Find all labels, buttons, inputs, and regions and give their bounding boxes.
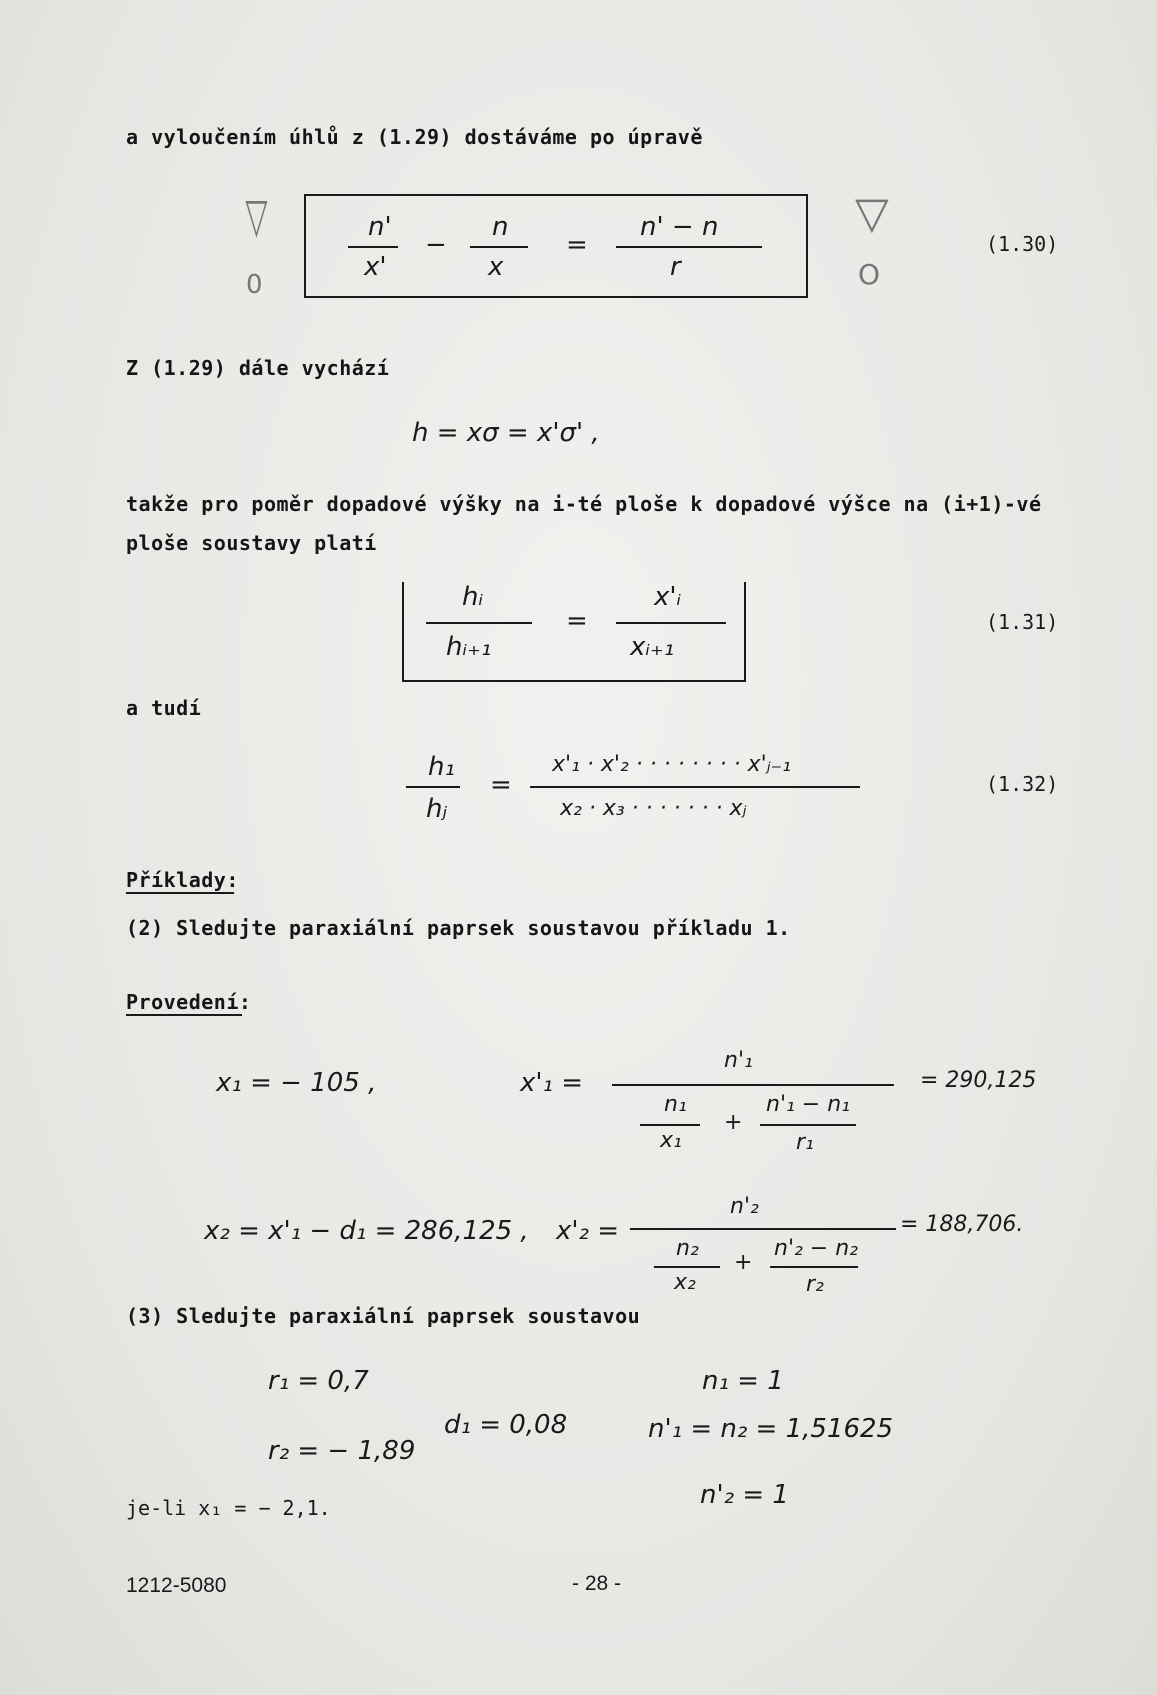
eq131-lhs-bar	[426, 622, 532, 624]
calc1-den-left-den: x₁	[660, 1128, 682, 1153]
example-2-text: (2) Sledujte paraxiální paprsek soustavou příkladu 1.	[126, 916, 791, 940]
eq130-lhs1-den: x'	[364, 252, 387, 282]
priklady-underline	[126, 892, 234, 894]
pencil-circle-right: O	[858, 258, 881, 291]
eq132-rhs-bar	[530, 786, 860, 788]
eq130-lhs2-den: x	[488, 252, 504, 282]
ratio-text-line1: takže pro poměr dopadové výšky na i-té ploše k dopadové výšce na (i+1)-vé	[126, 492, 1042, 516]
eq130-minus: −	[425, 230, 447, 260]
provedeni-heading: Provedení:	[126, 990, 252, 1014]
param-n1: n₁ = 1	[702, 1366, 784, 1396]
equation-h: h = xσ = x'σ' ,	[412, 418, 600, 448]
eq132-equals: =	[490, 770, 512, 800]
calc2-den-right-num: n'₂ − n₂	[774, 1236, 858, 1261]
eq131-label: (1.31)	[986, 610, 1059, 634]
eq132-lhs-den: hⱼ	[426, 794, 448, 824]
eq132-lhs-bar	[406, 786, 460, 788]
eq131-rhs-den: xᵢ₊₁	[630, 632, 675, 662]
param-n2p: n'₂ = 1	[700, 1480, 789, 1510]
eq132-lhs-num: h₁	[428, 752, 455, 782]
eq130-rhs-num: n' − n	[640, 212, 719, 242]
calc2-num: n'₂	[730, 1194, 759, 1219]
eq132-rhs-den: x₂ · x₃ · · · · · · · xⱼ	[560, 796, 747, 821]
eq130-lhs1-num: n'	[368, 212, 392, 242]
calc1-plus: +	[724, 1110, 743, 1135]
jeli-text: je-li x₁ = − 2,1.	[126, 1496, 331, 1520]
calc1-result: = 290,125	[920, 1068, 1037, 1093]
eq131-rhs-num: x'ᵢ	[654, 582, 682, 612]
calc2-x2p-lhs: x'₂ =	[556, 1216, 620, 1246]
eq132-rhs-num: x'₁ · x'₂ · · · · · · · · x'ⱼ₋₁	[552, 752, 791, 777]
intro-line: a vyloučením úhlů z (1.29) dostáváme po úpravě	[126, 125, 703, 149]
calc2-main-bar	[630, 1228, 896, 1230]
calc1-x1p-lhs: x'₁ =	[520, 1068, 584, 1098]
eq130-lhs1-bar	[348, 246, 398, 248]
eq131-equals: =	[566, 606, 588, 636]
provedeni-underline	[126, 1014, 242, 1016]
calc2-den-right-den: r₂	[806, 1272, 824, 1297]
calc1-den-right-den: r₁	[796, 1130, 814, 1155]
calc2-den-left-den: x₂	[674, 1270, 696, 1295]
calc2-result: = 188,706.	[900, 1212, 1024, 1237]
param-n1p: n'₁ = n₂ = 1,51625	[648, 1414, 894, 1444]
eq131-lhs-num: hᵢ	[462, 582, 484, 612]
eq130-lhs2-bar	[470, 246, 528, 248]
calc2-plus: +	[734, 1250, 753, 1275]
a-tudi: a tudí	[126, 696, 202, 720]
eq130-rhs-den: r	[670, 252, 681, 282]
example-3-text: (3) Sledujte paraxiální paprsek soustavou	[126, 1304, 641, 1328]
page-number: - 28 -	[572, 1572, 622, 1595]
calc1-den-right-bar	[760, 1124, 856, 1126]
priklady-heading: Příklady:	[126, 868, 239, 892]
calc2-den-right-bar	[770, 1266, 858, 1268]
calc1-num: n'₁	[724, 1048, 753, 1073]
calc1-den-right-num: n'₁ − n₁	[766, 1092, 850, 1117]
eq131-rhs-bar	[616, 622, 726, 624]
line-z129: Z (1.29) dále vychází	[126, 356, 390, 380]
calc2-den-left-num: n₂	[676, 1236, 699, 1261]
param-d1: d₁ = 0,08	[444, 1410, 568, 1440]
pencil-triangle-right: ▽	[855, 188, 889, 239]
footer-code: 1212-5080	[126, 1574, 227, 1597]
calc1-main-bar	[612, 1084, 894, 1086]
eq130-equals: =	[566, 230, 588, 260]
calc2-x2-expr: x₂ = x'₁ − d₁ = 286,125 ,	[204, 1216, 529, 1246]
pencil-circle-left: 0	[246, 270, 263, 300]
eq132-label: (1.32)	[986, 772, 1059, 796]
calc1-x1-expr: x₁ = − 105 ,	[216, 1068, 377, 1098]
eq130-lhs2-num: n	[492, 212, 509, 242]
calc1-den-left-num: n₁	[664, 1092, 687, 1117]
calc2-den-left-bar	[654, 1266, 720, 1268]
pencil-triangle-left: ▽	[245, 188, 268, 244]
eq130-rhs-bar	[616, 246, 762, 248]
eq130-label: (1.30)	[986, 232, 1059, 256]
calc1-den-left-bar	[640, 1124, 700, 1126]
param-r2: r₂ = − 1,89	[268, 1436, 416, 1466]
ratio-text-line2: ploše soustavy platí	[126, 531, 377, 555]
eq131-lhs-den: hᵢ₊₁	[446, 632, 492, 662]
param-r1: r₁ = 0,7	[268, 1366, 369, 1396]
